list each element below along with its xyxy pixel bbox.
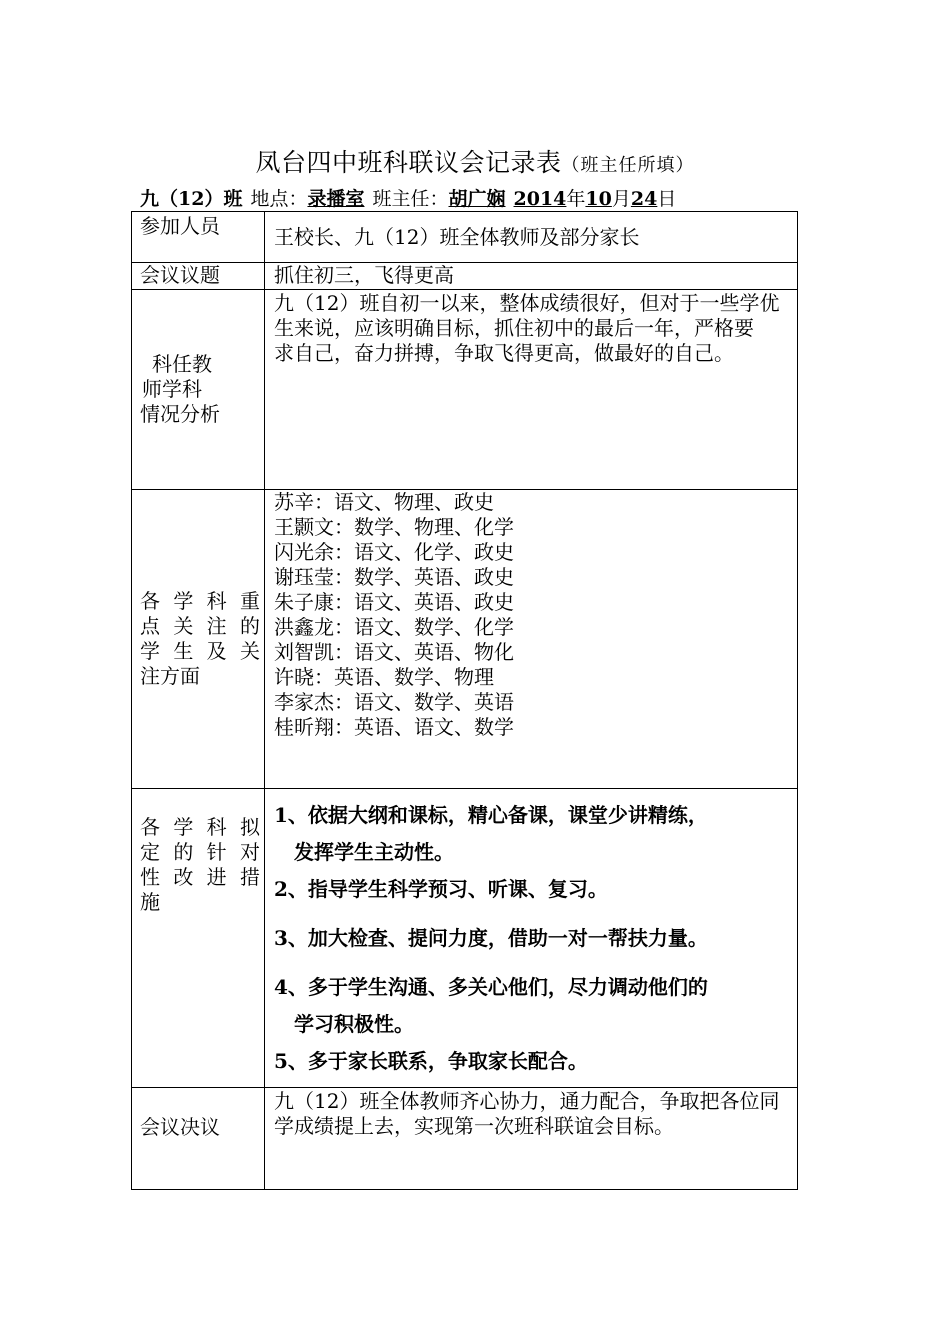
analysis-line: 求自己，奋力拼搏，争取飞得更高，做最好的自己。 — [274, 341, 734, 365]
teacher-value: 胡广娴 — [448, 188, 506, 210]
student-focus-item: 李家杰：语文、数学、英语 — [274, 690, 514, 714]
row-focus — [132, 490, 798, 789]
student-focus-item: 王颢文：数学、物理、化学 — [274, 515, 514, 539]
student-focus-item: 闪光余：语文、化学、政史 — [274, 540, 514, 564]
analysis-line: 九（12）班自初一以来，整体成绩很好，但对于一些学优 — [274, 291, 780, 315]
row-analysis — [132, 290, 798, 490]
student-focus-item: 许晓：英语、数学、物理 — [274, 665, 494, 689]
measure-item: 3、加大检查、提问力度，借助一对一帮扶力量。 — [274, 926, 708, 950]
label-measures — [132, 789, 265, 1088]
date-day: 24 — [630, 188, 658, 210]
row-topic — [132, 263, 798, 290]
date-year: 2014 — [513, 188, 567, 210]
row-resolution — [132, 1088, 798, 1190]
student-focus-item: 刘智凯：语文、英语、物化 — [274, 640, 514, 664]
label-analysis — [132, 290, 265, 490]
label-measures-line: 性改进措 — [140, 865, 260, 889]
measure-item: 2、指导学生科学预习、听课、复习。 — [274, 877, 608, 901]
label-analysis-line: 科任教 — [152, 352, 212, 376]
student-focus-item: 桂昕翔：英语、语文、数学 — [274, 715, 514, 739]
measure-item: 1、依据大纲和课标，精心备课，课堂少讲精练， — [274, 803, 708, 827]
label-measures-line: 施 — [140, 890, 160, 914]
value-topic: 抓住初三，飞得更高 — [265, 263, 798, 290]
measure-item: 4、多于学生沟通、多关心他们，尽力调动他们的 — [274, 975, 708, 999]
row-measures — [132, 789, 798, 1088]
place-value: 录播室 — [307, 188, 365, 210]
row-attendees — [132, 212, 798, 263]
measure-item: 5、多于家长联系，争取家长配合。 — [274, 1049, 588, 1073]
meeting-record-table — [131, 211, 798, 1190]
label-focus — [132, 490, 265, 789]
label-analysis-line: 情况分析 — [140, 402, 220, 426]
date-month: 10 — [585, 188, 612, 210]
student-focus-item: 洪鑫龙：语文、数学、化学 — [274, 615, 514, 639]
analysis-line: 生来说，应该明确目标，抓住初中的最后一年，严格要 — [274, 316, 754, 340]
value-measures — [265, 789, 798, 1088]
measure-item-continued: 学习积极性。 — [294, 1012, 414, 1036]
label-measures-line: 定的针对 — [140, 840, 260, 864]
document-title — [0, 146, 950, 183]
value-attendees: 王校长、九（12）班全体教师及部分家长 — [265, 212, 798, 263]
class-name: 九（12）班 — [140, 188, 243, 210]
measure-item-continued: 发挥学生主动性。 — [294, 840, 454, 864]
teacher-label: 班主任： — [372, 188, 449, 210]
student-focus-item: 谢珏莹：数学、英语、政史 — [274, 565, 514, 589]
date-day-unit: 日 — [657, 188, 677, 210]
label-analysis-line: 师学科 — [142, 377, 202, 401]
resolution-line: 学成绩提上去，实现第一次班科联谊会目标。 — [274, 1114, 674, 1138]
value-resolution — [265, 1088, 798, 1190]
value-analysis — [265, 290, 798, 490]
label-focus-line: 学生及关 — [140, 639, 260, 663]
label-focus-line: 各学科重 — [140, 589, 260, 613]
label-focus-line: 点关注的 — [140, 614, 260, 638]
label-attendees: 参加人员 — [132, 212, 265, 263]
meeting-meta — [140, 186, 676, 212]
label-focus-line: 注方面 — [140, 664, 200, 688]
student-focus-item: 苏辛：语文、物理、政史 — [274, 490, 494, 514]
resolution-line: 九（12）班全体教师齐心协力，通力配合，争取把各位同 — [274, 1089, 780, 1113]
title-main: 凤台四中班科联议会记录表 — [255, 148, 562, 177]
date-year-unit: 年 — [566, 188, 586, 210]
label-topic: 会议议题 — [132, 263, 265, 290]
label-measures-line: 各学科拟 — [140, 815, 260, 839]
title-note: （班主任所填） — [561, 155, 695, 176]
label-resolution: 会议决议 — [132, 1088, 265, 1190]
value-focus — [265, 490, 798, 789]
date-month-unit: 月 — [611, 188, 631, 210]
student-focus-item: 朱子康：语文、英语、政史 — [274, 590, 514, 614]
place-label: 地点： — [250, 188, 308, 210]
